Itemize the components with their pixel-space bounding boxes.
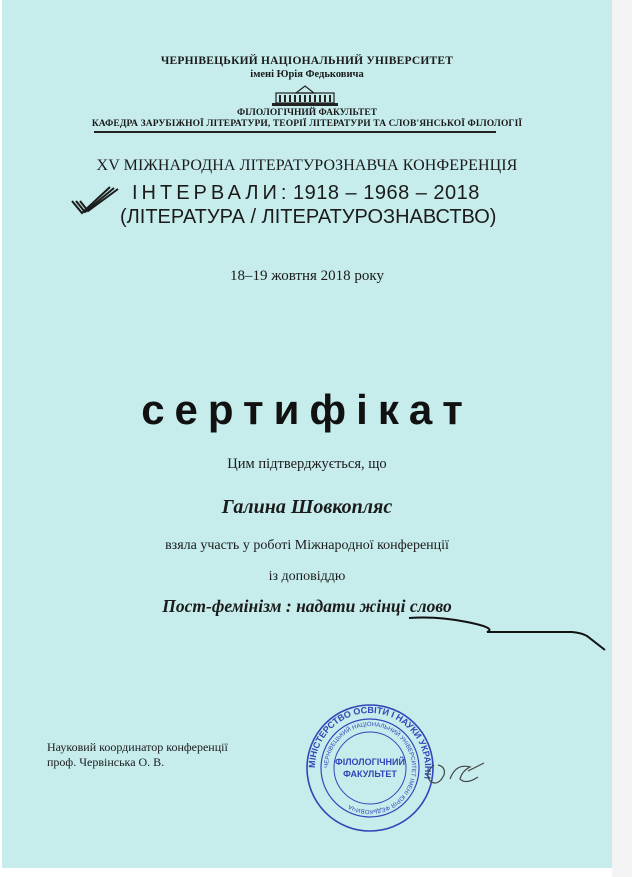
report-topic: Пост-фемінізм : надати жінці слово <box>162 596 452 616</box>
seal-inner-text: ЧЕРНІВЕЦЬКИЙ НАЦІОНАЛЬНИЙ УНІВЕРСИТЕТ ІМЕНІ ЮРІЯ ФЕДЬКОВИЧА <box>323 721 417 815</box>
faculty-seal-stamp <box>305 703 435 833</box>
university-name: ЧЕРНІВЕЦЬКИЙ НАЦІОНАЛЬНИЙ УНІВЕРСИТЕТ <box>160 55 454 67</box>
participation-text: взяла участь у роботі Міжнародної конференції <box>165 538 449 553</box>
recipient-name: Галина Шовкопляс <box>221 496 393 518</box>
university-patron: імені Юрія Федьковича <box>250 69 364 80</box>
seal-center-line2: ФАКУЛЬТЕТ <box>343 769 397 779</box>
seal-center-line1: ФІЛОЛОГІЧНИЙ <box>335 757 405 767</box>
confirmation-text: Цим підтверджується, що <box>227 456 387 472</box>
conference-dates: 18–19 жовтня 2018 року <box>229 268 384 284</box>
handwritten-underline <box>407 612 612 654</box>
department-name: КАФЕДРА ЗАРУБІЖНОЇ ЛІТЕРАТУРИ, ТЕОРІЇ ЛІТЕРАТУРИ ТА СЛОВ'ЯНСЬКОЇ ФІЛОЛОГІЇ <box>91 119 523 129</box>
university-building-logo <box>270 85 340 107</box>
coordinator-role: Науковий координатор конференції <box>47 740 228 754</box>
header-divider <box>94 131 496 133</box>
conference-name-main: ІНТЕРВАЛИ <box>132 182 281 204</box>
checkmark-logo-icon <box>70 183 120 217</box>
conference-title: XV МІЖНАРОДНА ЛІТЕРАТУРОЗНАВЧА КОНФЕРЕНЦІЯ <box>96 157 518 174</box>
conference-subtitle: (ЛІТЕРАТУРА / ЛІТЕРАТУРОЗНАВСТВО) <box>120 206 497 228</box>
with-report-text: із доповіддю <box>268 569 346 584</box>
seal-outer-text: МІНІСТЕРСТВО ОСВІТИ І НАУКИ УКРАЇНИ <box>306 704 434 780</box>
certificate-title: сертифікат <box>141 386 473 433</box>
certificate-sheet <box>2 0 612 868</box>
coordinator-name: проф. Червінська О. В. <box>47 755 165 769</box>
conference-name <box>132 182 532 205</box>
conference-years: : 1918 – 1968 – 2018 <box>280 182 480 204</box>
faculty-name: ФІЛОЛОГІЧНИЙ ФАКУЛЬТЕТ <box>236 108 378 118</box>
signature <box>422 755 502 795</box>
scan-background <box>612 0 632 877</box>
svg-text:ЧЕРНІВЕЦЬКИЙ НАЦІОНАЛЬНИЙ УНІВ <box>324 722 416 814</box>
